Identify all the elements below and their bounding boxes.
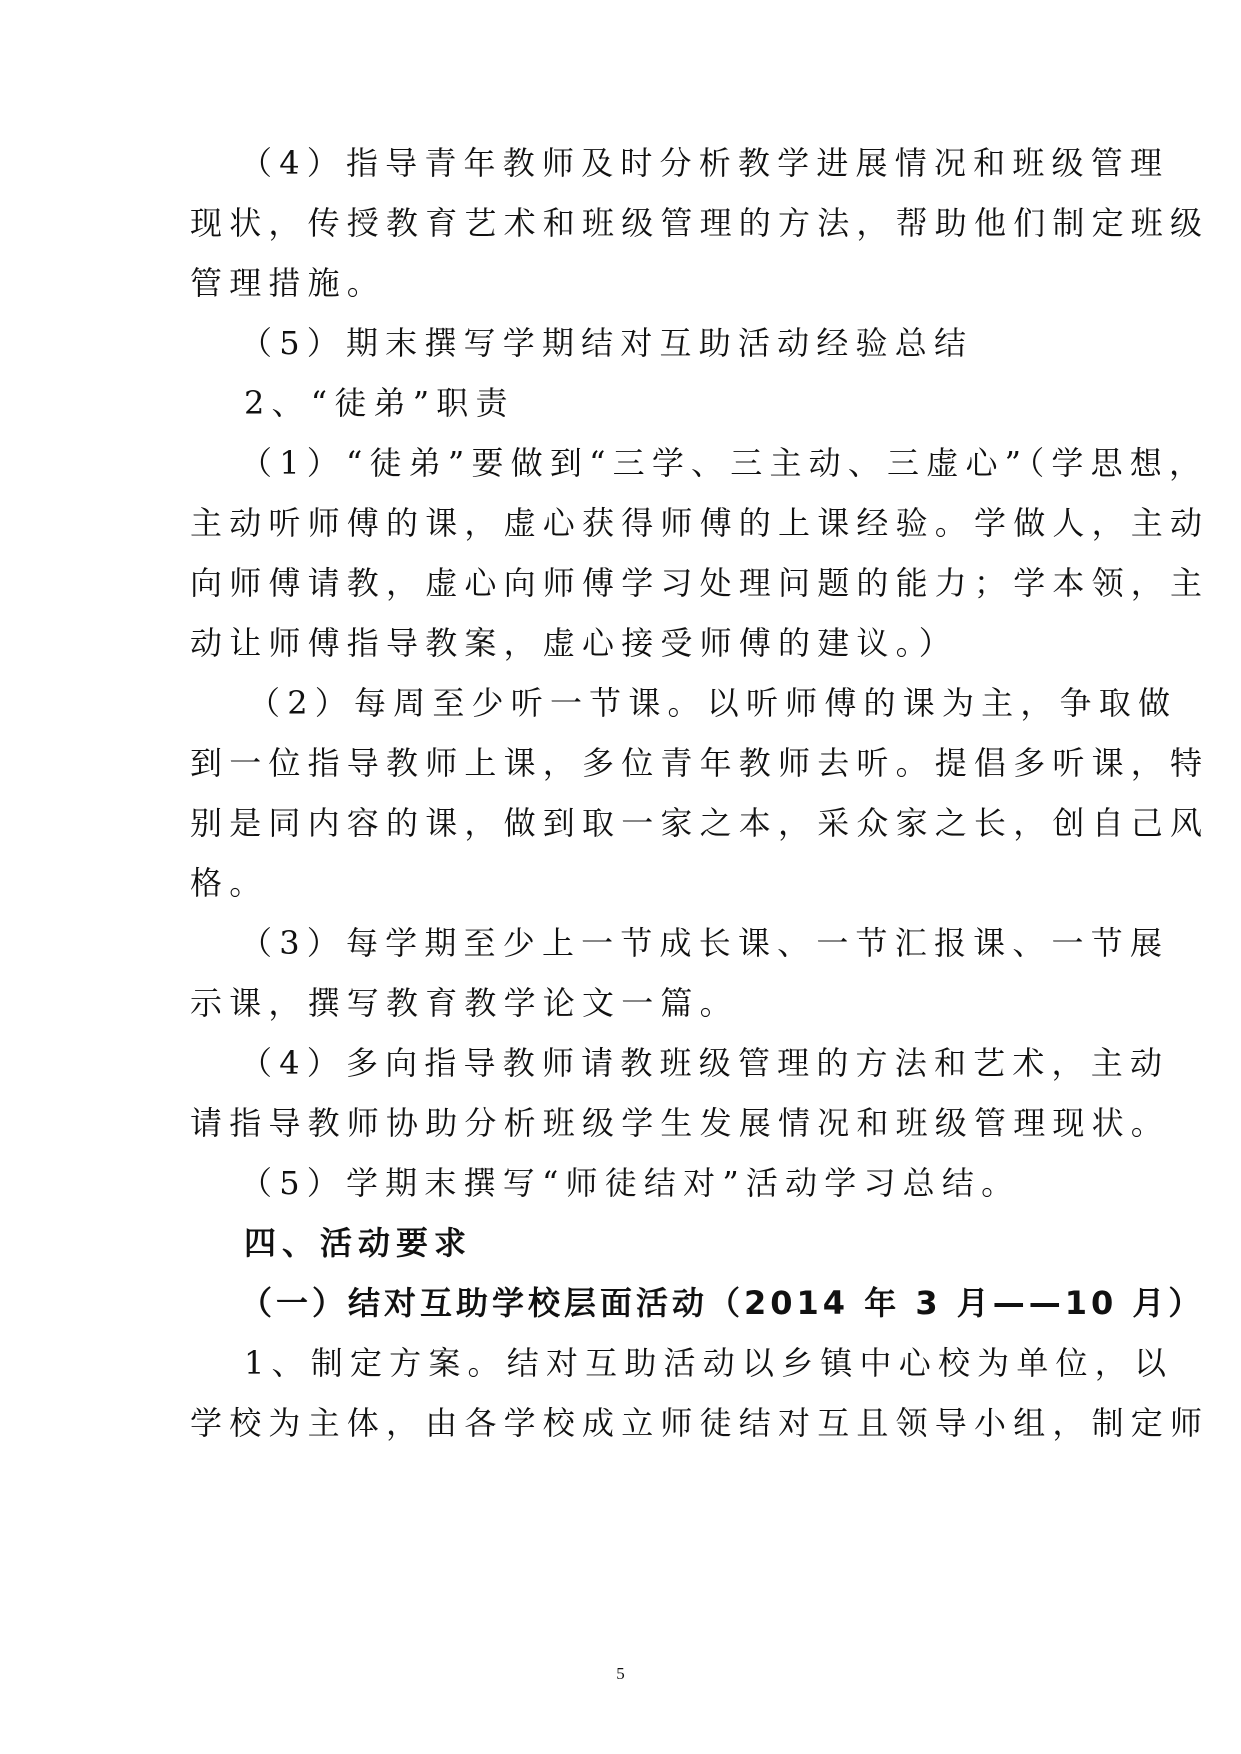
text-line: 格。 [190,864,269,902]
text-line: （5）期末撰写学期结对互助活动经验总结 [240,324,974,362]
text-line: 2、“徒弟”职责 [244,384,515,422]
text-line: （1）“徒弟”要做到“三学、三主动、三虚心”（学思想， [240,444,1209,482]
page-number: 5 [616,1664,625,1683]
text-line: 学校为主体，由各学校成立师徒结对互且领导小组，制定师 [190,1404,1210,1442]
text-line: （2）每周至少听一节课。以听师傅的课为主，争取做 [248,684,1178,722]
text-line: （4）指导青年教师及时分析教学进展情况和班级管理 [240,144,1170,182]
text-line: 示课，撰写教育教学论文一篇。 [190,984,739,1022]
text-line: 现状，传授教育艺术和班级管理的方法，帮助他们制定班级 [190,204,1210,242]
text-line: 动让师傅指导教案，虚心接受师傅的建议。） [190,624,959,662]
text-line: 向师傅请教，虚心向师傅学习处理问题的能力；学本领，主 [190,564,1210,602]
text-line: （5）学期末撰写“师徒结对”活动学习总结。 [240,1164,1021,1202]
text-line: 1、制定方案。结对互助活动以乡镇中心校为单位，以 [244,1344,1174,1382]
text-line: （4）多向指导教师请教班级管理的方法和艺术，主动 [240,1044,1170,1082]
text-line: 别是同内容的课，做到取一家之本，采众家之长，创自己风 [190,804,1210,842]
text-line: 主动听师傅的课，虚心获得师傅的上课经验。学做人，主动 [190,504,1210,542]
subsection-heading: （一）结对互助学校层面活动（2014 年 3 月——10 月） [240,1284,1205,1322]
text-line: （3）每学期至少上一节成长课、一节汇报课、一节展 [240,924,1170,962]
text-line: 管理措施。 [190,264,387,302]
text-line: 到一位指导教师上课，多位青年教师去听。提倡多听课，特 [190,744,1210,782]
text-line: 请指导教师协助分析班级学生发展情况和班级管理现状。 [190,1104,1171,1142]
section-heading: 四、活动要求 [244,1224,473,1262]
